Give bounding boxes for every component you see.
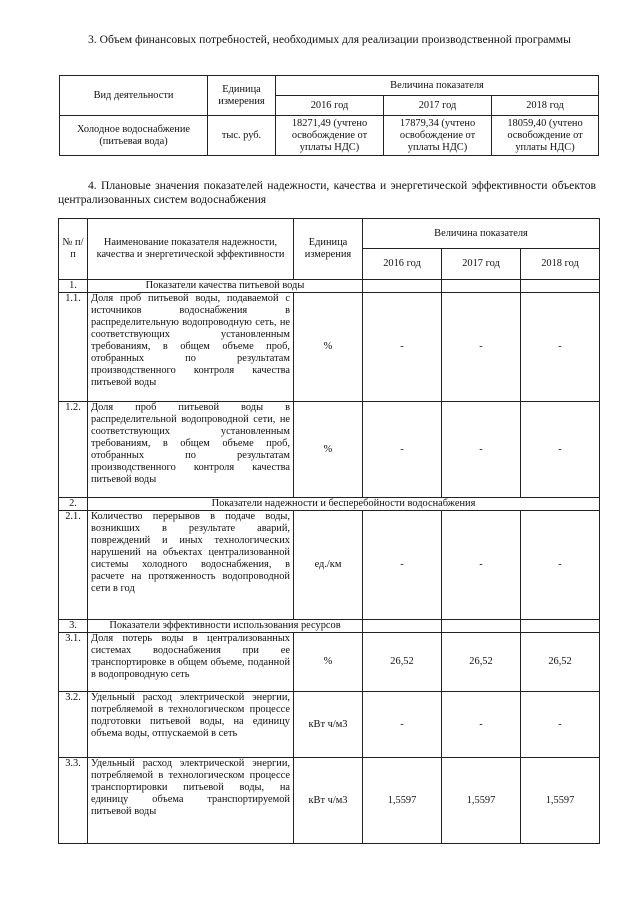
financial-needs-table [59,75,599,156]
year-header: 2016 год [276,96,384,116]
value-cell: - [363,692,442,758]
unit-cell: % [294,293,363,402]
row-num: 3.1. [59,633,88,692]
value-cell: - [521,293,600,402]
indicator-name: Количество перерывов в подаче воды, возникших в результате аварий, повреждений и иных технологических нарушений на объектах централизованной системы холодного водоснабжения, в расчете на протяженность водопроводной сети в год [88,511,294,620]
value-cell: - [363,511,442,620]
group-num: 2. [59,498,88,511]
section4-heading: 4. Плановые значения показателей надежности, качества и энергетической эффективности объектов централизованных систем водоснабжения [58,179,596,206]
value-cell: 1,5597 [363,758,442,844]
col-value-header: Величина показателя [276,76,599,96]
group-num: 1. [59,280,88,293]
col-num-header: № п/п [59,219,88,280]
year-header: 2017 год [442,249,521,280]
group-title: Показатели эффективности использования ресурсов [88,620,363,633]
indicators-table [58,218,600,844]
group-title: Показатели качества питьевой воды [88,280,363,293]
col-unit-header: Единица измерения [208,76,276,116]
value-cell: - [363,293,442,402]
indicator-name: Доля проб питьевой воды в распределительной водопроводной сети, не соответствующих установленным требованиям, в общем объеме проб, отобранных по результатам производственного контроля качества питьевой воды [88,402,294,498]
indicator-name: Доля потерь воды в централизованных системах водоснабжения при ее транспортировке в общем объеме, поданной в водопроводную сеть [88,633,294,692]
unit-cell: кВт ч/м3 [294,692,363,758]
value-cell: - [363,402,442,498]
value-cell: 1,5597 [442,758,521,844]
value-cell: - [442,402,521,498]
activity-cell: Холодное водоснабжение (питьевая вода) [60,116,208,156]
year-header: 2016 год [363,249,442,280]
value-cell: 17879,34 (учтено освобождение от уплаты НДС) [384,116,492,156]
unit-cell: % [294,402,363,498]
value-cell: - [521,402,600,498]
value-cell: 1,5597 [521,758,600,844]
row-num: 3.2. [59,692,88,758]
col-unit-header: Единица измерения [294,219,363,280]
unit-cell: тыс. руб. [208,116,276,156]
year-header: 2018 год [492,96,599,116]
value-cell: - [442,511,521,620]
value-cell: 26,52 [363,633,442,692]
value-cell: - [521,692,600,758]
value-cell: 26,52 [442,633,521,692]
col-activity-header: Вид деятельности [60,76,208,116]
group-num: 3. [59,620,88,633]
row-num: 3.3. [59,758,88,844]
indicator-name: Удельный расход электрической энергии, потребляемой в технологическом процессе транспортировки питьевой воды, на единицу объема транспортируемой питьевой воды [88,758,294,844]
col-name-header: Наименование показателя надежности, качества и энергетической эффективности [88,219,294,280]
value-cell: 18271,49 (учтено освобождение от уплаты НДС) [276,116,384,156]
value-cell: - [442,692,521,758]
row-num: 2.1. [59,511,88,620]
unit-cell: ед./км [294,511,363,620]
value-cell: 18059,40 (учтено освобождение от уплаты НДС) [492,116,599,156]
unit-cell: % [294,633,363,692]
value-cell: - [521,511,600,620]
unit-cell: кВт ч/м3 [294,758,363,844]
row-num: 1.1. [59,293,88,402]
value-cell: 26,52 [521,633,600,692]
row-num: 1.2. [59,402,88,498]
section3-heading: 3. Объем финансовых потребностей, необходимых для реализации производственной программы [88,33,571,46]
group-title: Показатели надежности и бесперебойности водоснабжения [88,498,600,511]
col-value-header: Величина показателя [363,219,600,249]
indicator-name: Доля проб питьевой воды, подаваемой с источников водоснабжения в распределительную водопроводную сеть, не соответствующих установленным требованиям, в общем объеме проб, отобранных по результатам производственного контроля качества питьевой воды [88,293,294,402]
value-cell: - [442,293,521,402]
year-header: 2018 год [521,249,600,280]
indicator-name: Удельный расход электрической энергии, потребляемой в технологическом процессе подготовки питьевой воды, на единицу объема воды, отпускаемой в сеть [88,692,294,758]
year-header: 2017 год [384,96,492,116]
